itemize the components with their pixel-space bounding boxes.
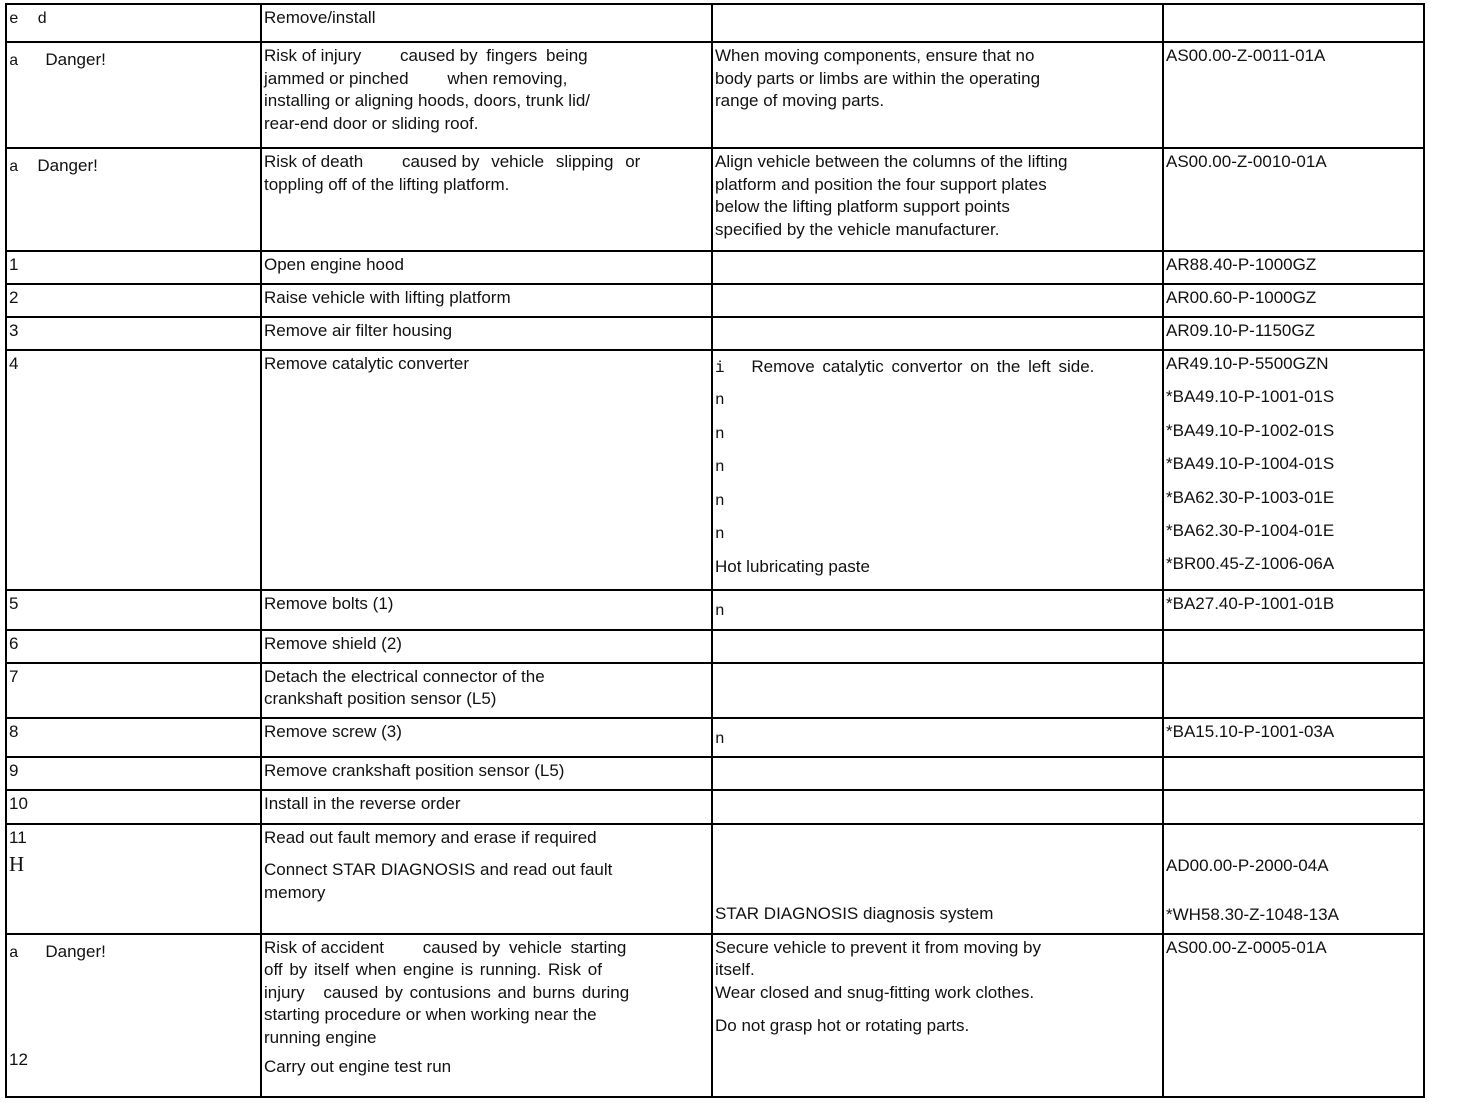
reference-link[interactable]: *BA62.30-P-1003-01E: [1166, 487, 1335, 507]
risk-cause: caused: [400, 46, 455, 65]
measure-line: Align vehicle between the columns of the lifting: [715, 152, 1068, 171]
reference-link[interactable]: *BA49.10-P-1004-01S: [1166, 454, 1335, 474]
risk-text-line: by fingers being: [459, 46, 588, 65]
hot-paste-label: Hot lubricating paste: [715, 557, 870, 577]
step-text: Raise vehicle with lifting platform: [261, 284, 712, 317]
step-text: Carry out engine test run: [264, 1057, 452, 1077]
danger-label-cell: [6, 42, 261, 148]
risk-text-line: injury: [264, 982, 305, 1002]
risk-lead: Risk of death: [264, 152, 364, 171]
step-number: 9: [6, 757, 261, 790]
measure-line: body parts or limbs are within the operating: [715, 68, 1041, 88]
danger-label: Danger!: [45, 50, 106, 69]
step-row: [6, 251, 1424, 284]
step-text: Remove crankshaft position sensor (L5): [261, 757, 712, 790]
step-ref-empty: [1163, 663, 1424, 718]
reference-link[interactable]: AD00.00-P-2000-04A: [1166, 855, 1329, 875]
warning-icon: a: [9, 52, 19, 70]
step-number: 8: [6, 718, 261, 757]
risk-text-line: installing or aligning hoods, doors, trunk lid/: [264, 91, 591, 110]
header-symbol-1: e: [9, 10, 19, 28]
step-notes: [712, 350, 1163, 590]
danger-label-cell: [6, 148, 261, 251]
measure-line: range of moving parts.: [715, 91, 885, 110]
reference-link[interactable]: *BA49.10-P-1002-01S: [1166, 420, 1335, 440]
bullet-icon: n: [715, 729, 725, 748]
risk-text-line: starting procedure or when working near the: [264, 1005, 597, 1025]
diagnosis-icon: H: [9, 852, 25, 877]
step-text: Read out fault memory and erase if required Connect STAR DIAGNOSIS and read out fault memory: [261, 824, 712, 934]
step-row: [6, 590, 1424, 630]
risk-text-line: off by itself when engine is running. Risk of: [264, 960, 602, 980]
step-number: 7: [6, 663, 261, 718]
step-text: Install in the reverse order: [261, 790, 712, 824]
risk-text-line: by vehicle slipping or: [461, 152, 641, 171]
reference-list: [1163, 824, 1424, 934]
header-title: Remove/install: [261, 4, 712, 42]
measure-line: specified by the vehicle manufacturer.: [715, 219, 1000, 239]
measure-line: below the lifting platform support points: [715, 197, 1010, 216]
sub-step-text: Connect STAR DIAGNOSIS and read out fault memory: [264, 860, 613, 902]
risk-cause: caused: [422, 937, 478, 957]
bullet-icon: n: [715, 458, 725, 477]
risk-text: [261, 42, 712, 148]
step-text: Detach the electrical connector of the crankshaft position sensor (L5): [261, 663, 712, 718]
step-ref-empty: [1163, 757, 1424, 790]
reference-link[interactable]: AS00.00-Z-0010-01A: [1163, 148, 1424, 251]
table-header-row: [6, 4, 1424, 42]
reference-link[interactable]: *BA15.10-P-1001-03A: [1163, 718, 1424, 757]
header-empty: [1163, 4, 1424, 42]
reference-link[interactable]: AR88.40-P-1000GZ: [1163, 251, 1424, 284]
measure-line: platform and position the four support plates: [715, 174, 1047, 194]
risk-text-line: when removing,: [447, 68, 568, 88]
reference-link[interactable]: *WH58.30-Z-1048-13A: [1166, 905, 1339, 925]
step-number: 6: [6, 630, 261, 663]
info-note: Remove catalytic convertor on the left side.: [751, 357, 1095, 376]
step-row: [6, 718, 1424, 757]
step-notes: [712, 251, 1163, 284]
step-text: Open engine hood: [261, 251, 712, 284]
step-text: Remove catalytic converter: [261, 350, 712, 590]
danger-row: [6, 148, 1424, 251]
measure-text: [712, 42, 1163, 148]
header-symbols: [6, 4, 261, 42]
step-notes: [712, 790, 1163, 824]
danger-label-cell: [6, 934, 261, 1097]
risk-text-line: jammed or pinched: [264, 68, 409, 88]
danger-row: [6, 934, 1424, 1097]
risk-lead: Risk of injury: [264, 46, 362, 65]
measure-line: When moving components, ensure that no: [715, 46, 1035, 65]
measure-line: itself.: [715, 960, 755, 980]
measure-line: Wear closed and snug-fitting work clothes.: [715, 982, 1035, 1002]
header-symbol-2: d: [37, 10, 47, 28]
step-row: [6, 790, 1424, 824]
step-number: 3: [6, 317, 261, 350]
bullet-icon: n: [715, 424, 725, 443]
step-row: [6, 350, 1424, 590]
danger-label: Danger!: [45, 941, 106, 961]
step-number: 10: [6, 790, 261, 824]
step-ref-empty: [1163, 630, 1424, 663]
bullet-icon: n: [715, 491, 725, 510]
step-notes: [712, 630, 1163, 663]
step-row: [6, 663, 1424, 718]
step-notes: [712, 317, 1163, 350]
step-notes: [712, 663, 1163, 718]
step-number: 11 H: [6, 824, 261, 934]
measure-line: Do not grasp hot or rotating parts.: [715, 1016, 970, 1036]
step-notes: [712, 824, 1163, 934]
step-row: [6, 757, 1424, 790]
step-notes: [712, 284, 1163, 317]
step-text: Remove bolts (1): [261, 590, 712, 630]
danger-row: [6, 42, 1424, 148]
bullet-icon: n: [715, 601, 725, 620]
warning-icon: a: [9, 943, 19, 962]
step-number: 1: [6, 251, 261, 284]
reference-link[interactable]: AR49.10-P-5500GZN: [1166, 354, 1329, 373]
procedure-table: [5, 3, 1425, 1098]
step-row: [6, 630, 1424, 663]
risk-text-line: rear-end door or sliding roof.: [264, 113, 479, 133]
risk-text-line: toppling off of the lifting platform.: [264, 174, 510, 194]
tool-label: STAR DIAGNOSIS diagnosis system: [715, 903, 994, 923]
measure-line: Secure vehicle to prevent it from moving by: [715, 937, 1041, 957]
reference-link[interactable]: *BA62.30-P-1004-01E: [1166, 520, 1335, 540]
bullet-icon: n: [715, 391, 725, 410]
risk-text-line: by vehicle starting: [482, 937, 627, 957]
step-row: [6, 824, 1424, 934]
danger-label: Danger!: [37, 156, 98, 175]
reference-link[interactable]: *BA27.40-P-1001-01B: [1163, 590, 1424, 630]
risk-cause: caused: [401, 152, 457, 171]
reference-link[interactable]: AR00.60-P-1000GZ: [1163, 284, 1424, 317]
reference-link[interactable]: AR09.10-P-1150GZ: [1163, 317, 1424, 350]
step-ref-empty: [1163, 790, 1424, 824]
header-empty: [712, 4, 1163, 42]
reference-link[interactable]: *BA49.10-P-1001-01S: [1166, 387, 1335, 407]
risk-text-line: running engine: [264, 1027, 377, 1047]
step-row: [6, 284, 1424, 317]
step-notes: [712, 757, 1163, 790]
step-number: 2: [6, 284, 261, 317]
step-text: Remove screw (3): [261, 718, 712, 757]
step-text: Remove shield (2): [261, 630, 712, 663]
step-number: 5: [6, 590, 261, 630]
measure-text: [712, 148, 1163, 251]
step-text: Remove air filter housing: [261, 317, 712, 350]
risk-text: [261, 934, 712, 1097]
step-notes: [712, 718, 1163, 757]
step-notes: [712, 590, 1163, 630]
step-number: 4: [6, 350, 261, 590]
reference-link[interactable]: AS00.00-Z-0011-01A: [1163, 42, 1424, 148]
measure-text: [712, 934, 1163, 1097]
reference-list: [1163, 350, 1424, 590]
info-icon: i: [715, 359, 725, 377]
risk-lead: Risk of accident: [264, 937, 384, 957]
reference-link[interactable]: *BR00.45-Z-1006-06A: [1166, 554, 1335, 574]
risk-text: [261, 148, 712, 251]
risk-text-line: caused by contusions and burns during: [323, 982, 630, 1002]
warning-icon: a: [9, 158, 19, 176]
reference-link[interactable]: AS00.00-Z-0005-01A: [1163, 934, 1424, 1097]
bullet-icon: n: [715, 524, 725, 543]
step-row: [6, 317, 1424, 350]
step-number: 12: [9, 1050, 28, 1070]
